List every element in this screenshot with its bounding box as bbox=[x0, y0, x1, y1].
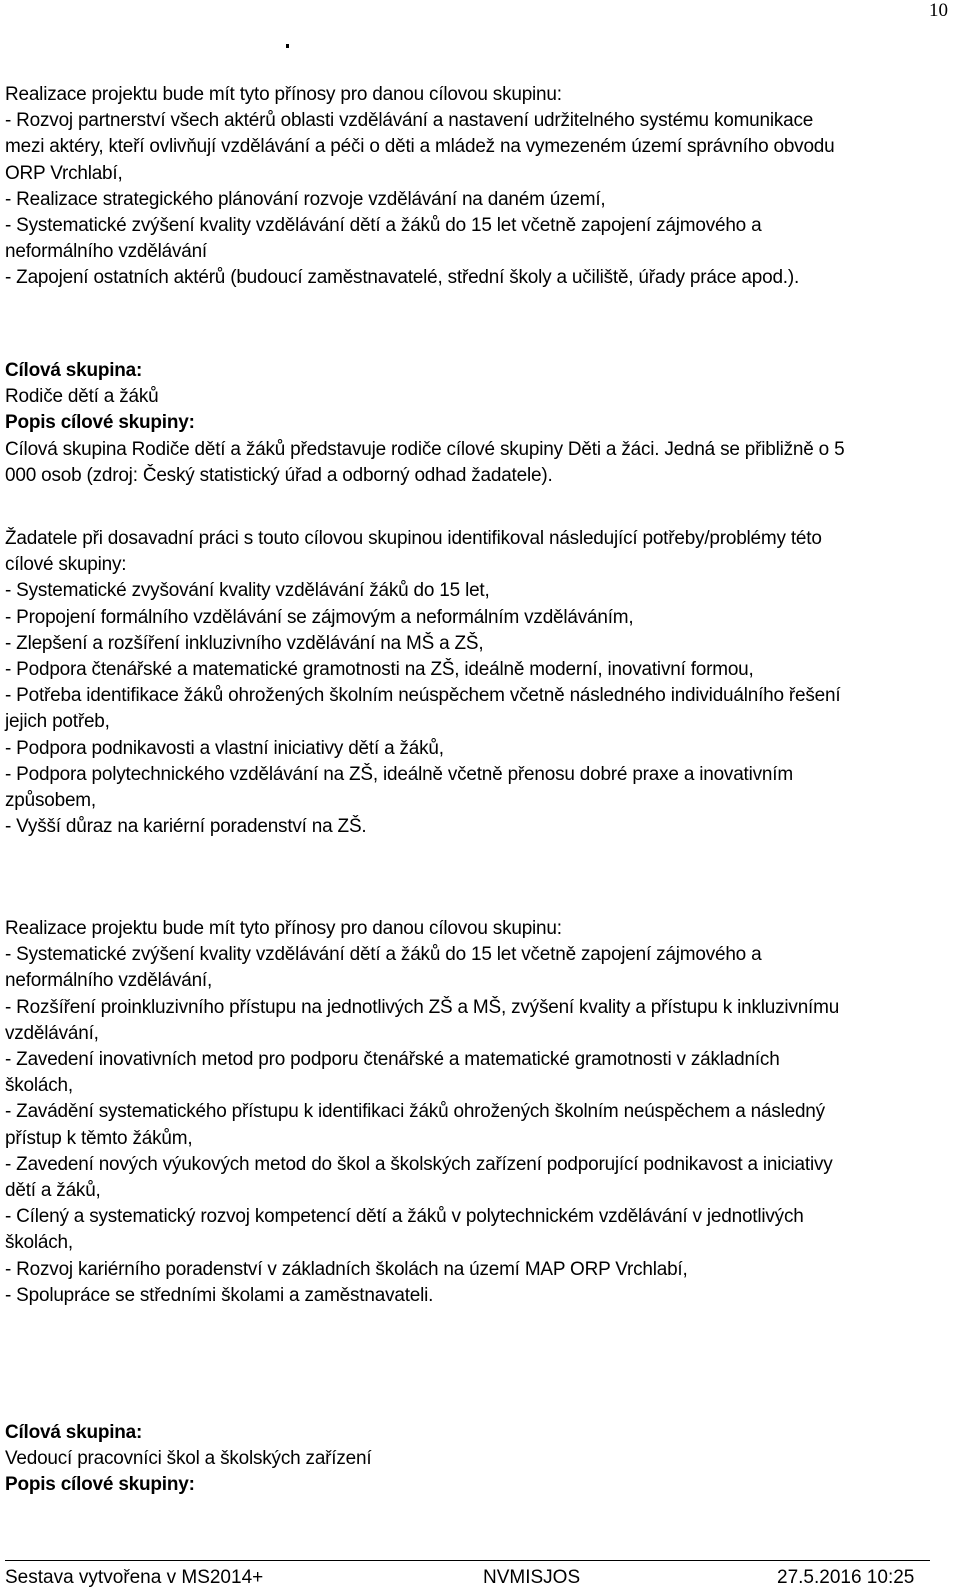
text-line: cílové skupiny: bbox=[5, 554, 127, 576]
text-line: Cílová skupina Rodiče dětí a žáků představuje rodiče cílové skupiny Děti a žáci. Jedná se přibližně o 5 bbox=[5, 438, 845, 460]
text-line: Realizace projektu bude mít tyto přínosy pro danou cílovou skupinu: bbox=[5, 918, 562, 939]
target-group-description-heading: Popis cílové skupiny: bbox=[5, 412, 195, 434]
text-line: vzdělávání, bbox=[5, 1022, 99, 1044]
text-line: Realizace projektu bude mít tyto přínosy pro danou cílovou skupinu: bbox=[5, 84, 562, 105]
footer-generated-by: Sestava vytvořena v MS2014+ bbox=[5, 1567, 264, 1588]
text-line: - Systematické zvyšování kvality vzdělávání žáků do 15 let, bbox=[5, 580, 490, 602]
footer-rule bbox=[5, 1560, 930, 1561]
text-line: 000 osob (zdroj: Český statistický úřad a odborný odhad žadatele). bbox=[5, 464, 553, 486]
text-line: způsobem, bbox=[5, 790, 96, 812]
text-line: - Podpora podnikavosti a vlastní iniciativy dětí a žáků, bbox=[5, 737, 444, 759]
text-line: Žadatele při dosavadní práci s touto cílovou skupinou identifikoval následující potřeby/problémy této bbox=[5, 528, 822, 549]
text-line: - Spolupráce se středními školami a zaměstnavateli. bbox=[5, 1284, 434, 1306]
benefits-section-1 bbox=[5, 82, 955, 292]
stray-mark bbox=[286, 44, 289, 48]
text-line: - Podpora polytechnického vzdělávání na ZŠ, ideálně včetně přenosu dobré praxe a inovativním bbox=[5, 763, 793, 785]
text-line: - Podpora čtenářské a matematické gramotnosti na ZŠ, ideálně moderní, inovativní formou, bbox=[5, 659, 754, 681]
text-line: - Vyšší důraz na kariérní poradenství na ZŠ. bbox=[5, 816, 367, 838]
text-line: jejich potřeb, bbox=[5, 711, 110, 733]
text-line: dětí a žáků, bbox=[5, 1180, 101, 1202]
text-line: - Zavedení inovativních metod pro podporu čtenářské a matematické gramotnosti v základních bbox=[5, 1049, 780, 1071]
text-line: - Rozšíření proinkluzivního přístupu na jednotlivých ZŠ a MŠ, zvýšení kvality a přístupu k inkluzivnímu bbox=[5, 996, 840, 1018]
text-line: mezi aktéry, kteří ovlivňují vzdělávání a péči o děti a mládež na vymezeném území správního obvodu bbox=[5, 136, 835, 158]
text-line: - Zlepšení a rozšíření inkluzivního vzdělávání na MŠ a ZŠ, bbox=[5, 632, 484, 654]
text-line: školách, bbox=[5, 1075, 73, 1097]
text-line: - Rozvoj kariérního poradenství v základních školách na území MAP ORP Vrchlabí, bbox=[5, 1258, 688, 1280]
text-line: - Systematické zvýšení kvality vzdělávání dětí a žáků do 15 let včetně zapojení zájmového a bbox=[5, 944, 762, 966]
target-group-name: Vedoucí pracovníci škol a školských zařízení bbox=[5, 1448, 372, 1470]
target-group-parents bbox=[5, 358, 955, 489]
target-group-name: Rodiče dětí a žáků bbox=[5, 386, 159, 408]
text-line: - Propojení formálního vzdělávání se zájmovým a neformálním vzděláváním, bbox=[5, 606, 634, 628]
text-line: - Realizace strategického plánování rozvoje vzdělávání na daném území, bbox=[5, 188, 606, 210]
footer-user-code: NVMISJOS bbox=[483, 1567, 581, 1588]
footer-timestamp: 27.5.2016 10:25 bbox=[777, 1567, 915, 1588]
text-line: - Zavádění systematického přístupu k identifikaci žáků ohrožených školním neúspěchem a následný bbox=[5, 1101, 825, 1123]
page-footer bbox=[5, 1563, 930, 1591]
target-group-school-leaders bbox=[5, 1420, 955, 1499]
text-line: - Zavedení nových výukových metod do škol a školských zařízení podporující podnikavost a iniciativy bbox=[5, 1153, 833, 1175]
target-group-heading: Cílová skupina: bbox=[5, 1422, 143, 1443]
text-line: neformálního vzdělávání bbox=[5, 241, 207, 263]
text-line: - Zapojení ostatních aktérů (budoucí zaměstnavatelé, střední školy a učiliště, úřady práce apod.). bbox=[5, 267, 800, 289]
text-line: neformálního vzdělávání, bbox=[5, 970, 213, 992]
benefits-section-2 bbox=[5, 916, 955, 1309]
text-line: přístup k těmto žákům, bbox=[5, 1127, 193, 1149]
needs-section bbox=[5, 526, 955, 840]
text-line: ORP Vrchlabí, bbox=[5, 162, 123, 184]
target-group-description-heading: Popis cílové skupiny: bbox=[5, 1474, 195, 1496]
page-number: 10 bbox=[929, 0, 948, 21]
text-line: - Systematické zvýšení kvality vzdělávání dětí a žáků do 15 let včetně zapojení zájmového a bbox=[5, 215, 762, 237]
text-line: - Cílený a systematický rozvoj kompetencí dětí a žáků v polytechnickém vzdělávání v jednotlivých bbox=[5, 1206, 804, 1228]
text-line: školách, bbox=[5, 1232, 73, 1254]
text-line: - Potřeba identifikace žáků ohrožených školním neúspěchem včetně následného individuálního řešení bbox=[5, 685, 841, 707]
text-line: - Rozvoj partnerství všech aktérů oblasti vzdělávání a nastavení udržitelného systému komunikace bbox=[5, 110, 814, 132]
target-group-heading: Cílová skupina: bbox=[5, 360, 143, 381]
